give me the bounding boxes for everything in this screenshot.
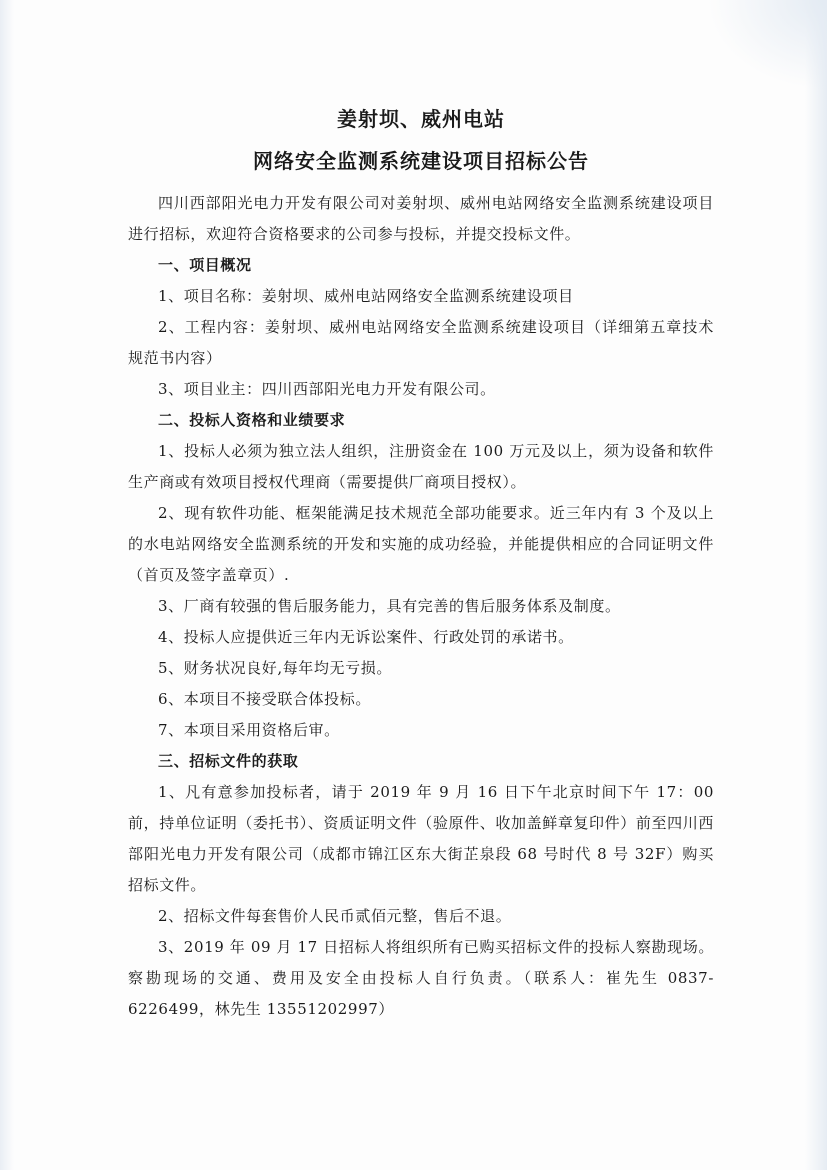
section-2-item: 4、投标人应提供近三年内无诉讼案件、行政处罚的承诺书。 [158,628,574,646]
section-3-heading: 三、招标文件的获取 [158,752,299,770]
scan-corner-shadow [707,0,827,90]
section-2-item: 2、现有软件功能、框架能满足技术规范全部功能要求。近三年内有 3 个及以上的水电站网络安全监测系统的开发和实施的成功经验，并能提供相应的合同证明文件（首页及签字盖章页）. [128,504,714,584]
section-2-item: 7、本项目采用资格后审。 [158,721,340,739]
scan-edge-left [0,0,14,1170]
scan-edge-right [805,0,827,1170]
section-1-item: 3、项目业主：四川西部阳光电力开发有限公司。 [158,380,496,398]
section-1-item: 1、项目名称：姜射坝、威州电站网络安全监测系统建设项目 [158,287,574,305]
section-2-item: 1、投标人必须为独立法人组织，注册资金在 100 万元及以上，须为设备和软件生产商或有效项目授权代理商（需要提供厂商项目授权）。 [128,442,714,491]
section-3-item: 2、招标文件每套售价人民币贰佰元整，售后不退。 [158,907,512,925]
section-2-item: 5、财务状况良好,每年均无亏损。 [158,659,392,677]
section-3-item: 3、2019 年 09 月 17 日招标人将组织所有已购买招标文件的投标人察勘现场。察勘现场的交通、费用及安全由投标人自行负责。（联系人：崔先生 0837-6226499，林先生 13551202997） [128,938,714,1018]
section-1-item: 2、工程内容：姜射坝、威州电站网络安全监测系统建设项目（详细第五章技术规范书内容） [128,318,714,367]
title-line-1: 姜射坝、威州电站 [337,107,505,131]
section-1-heading: 一、项目概况 [158,256,252,274]
section-2-heading: 二、投标人资格和业绩要求 [158,411,346,429]
section-2-item: 3、厂商有较强的售后服务能力，具有完善的售后服务体系及制度。 [158,597,621,615]
document-body [128,104,714,1025]
intro-paragraph: 四川西部阳光电力开发有限公司对姜射坝、威州电站网络安全监测系统建设项目进行招标，欢迎符合资格要求的公司参与投标，并提交投标文件。 [128,194,714,243]
section-3-item: 1、凡有意参加投标者，请于 2019 年 9 月 16 日下午北京时间下午 17：00 前，持单位证明（委托书）、资质证明文件（验原件、收加盖鲜章复印件）前至四川西部阳光电力开发有限公司（成都市锦江区东大街芷泉段 68 号时代 8 号 32F）购买招标文件。 [128,783,714,894]
section-2-item: 6、本项目不接受联合体投标。 [158,690,371,708]
title-line-2: 网络安全监测系统建设项目招标公告 [253,149,589,173]
